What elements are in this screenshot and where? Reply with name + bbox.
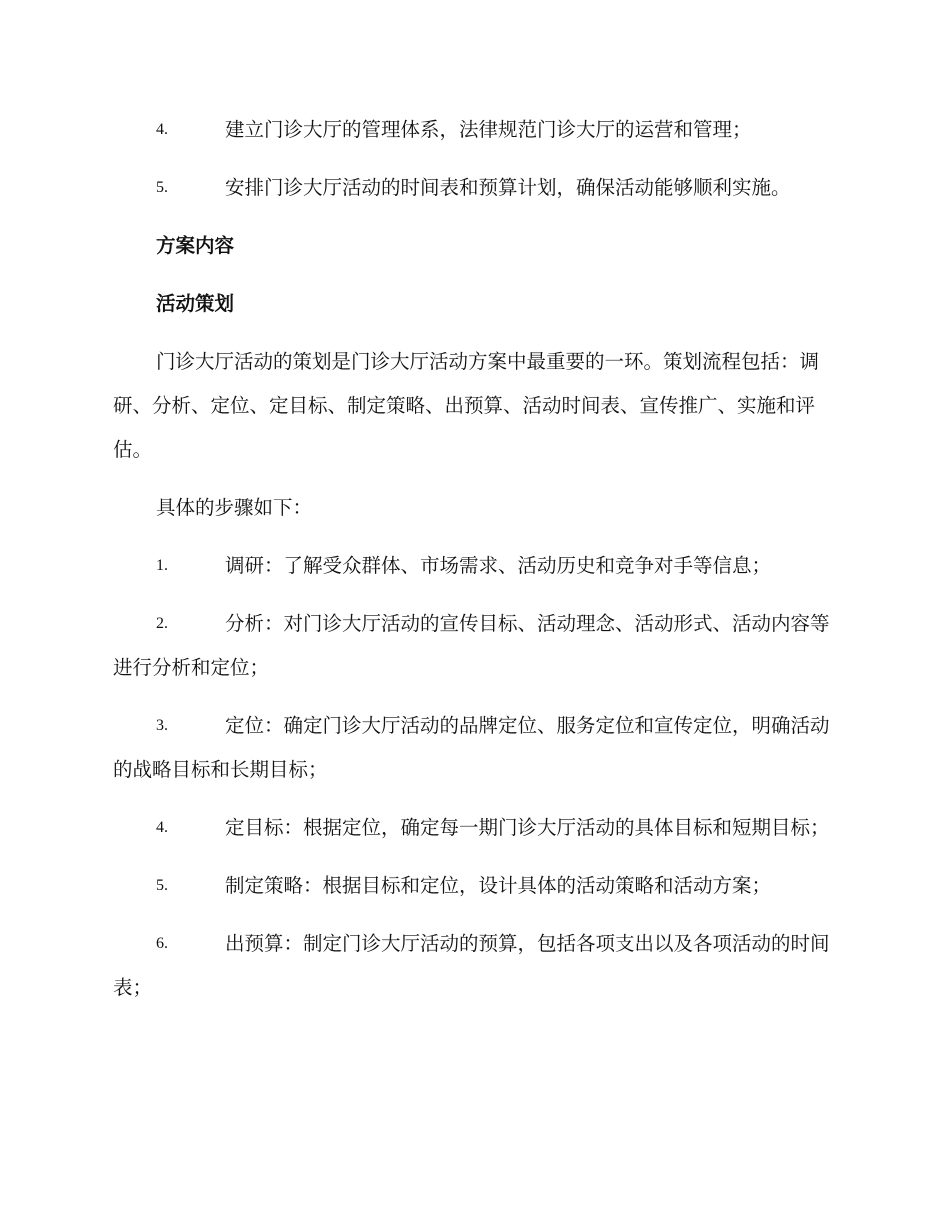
list-item-text: 定位：确定门诊大厅活动的品牌定位、服务定位和宣传定位，明确活动的战略目标和长期目标；	[113, 714, 830, 781]
list-number: 4.	[156, 819, 168, 836]
section-heading: 方案内容	[156, 234, 235, 257]
list-number: 4.	[156, 121, 168, 138]
list-item-text: 分析：对门诊大厅活动的宣传目标、活动理念、活动形式、活动内容等进行分析和定位；	[113, 612, 830, 679]
list-item-text: 定目标：根据定位，确定每一期门诊大厅活动的具体目标和短期目标；	[225, 816, 830, 839]
subsection-heading: 活动策划	[156, 292, 235, 315]
list-item	[113, 922, 832, 1010]
paragraph: 具体的步骤如下：	[156, 496, 313, 519]
list-item	[113, 806, 832, 850]
document-page	[113, 108, 832, 1010]
list-number: 3.	[156, 717, 168, 734]
list-item	[113, 108, 832, 152]
list-item	[113, 544, 832, 588]
list-item-text: 安排门诊大厅活动的时间表和预算计划，确保活动能够顺利实施。	[225, 176, 791, 199]
list-item	[113, 864, 832, 908]
list-item-text: 建立门诊大厅的管理体系，法律规范门诊大厅的运营和管理；	[225, 118, 752, 141]
list-item-text: 制定策略：根据目标和定位，设计具体的活动策略和活动方案；	[225, 874, 772, 897]
list-item	[113, 704, 832, 792]
list-number: 1.	[156, 557, 168, 574]
list-number: 5.	[156, 877, 168, 894]
list-item	[113, 166, 832, 210]
list-item-text: 调研：了解受众群体、市场需求、活动历史和竞争对手等信息；	[225, 554, 772, 577]
list-number: 6.	[156, 935, 168, 952]
list-item-text: 出预算：制定门诊大厅活动的预算，包括各项支出以及各项活动的时间表；	[113, 932, 830, 999]
list-number: 5.	[156, 179, 168, 196]
list-number: 2.	[156, 615, 168, 632]
paragraph: 门诊大厅活动的策划是门诊大厅活动方案中最重要的一环。策划流程包括：调研、分析、定位、定目标、制定策略、出预算、活动时间表、宣传推广、实施和评估。	[113, 350, 820, 461]
list-item	[113, 602, 832, 690]
